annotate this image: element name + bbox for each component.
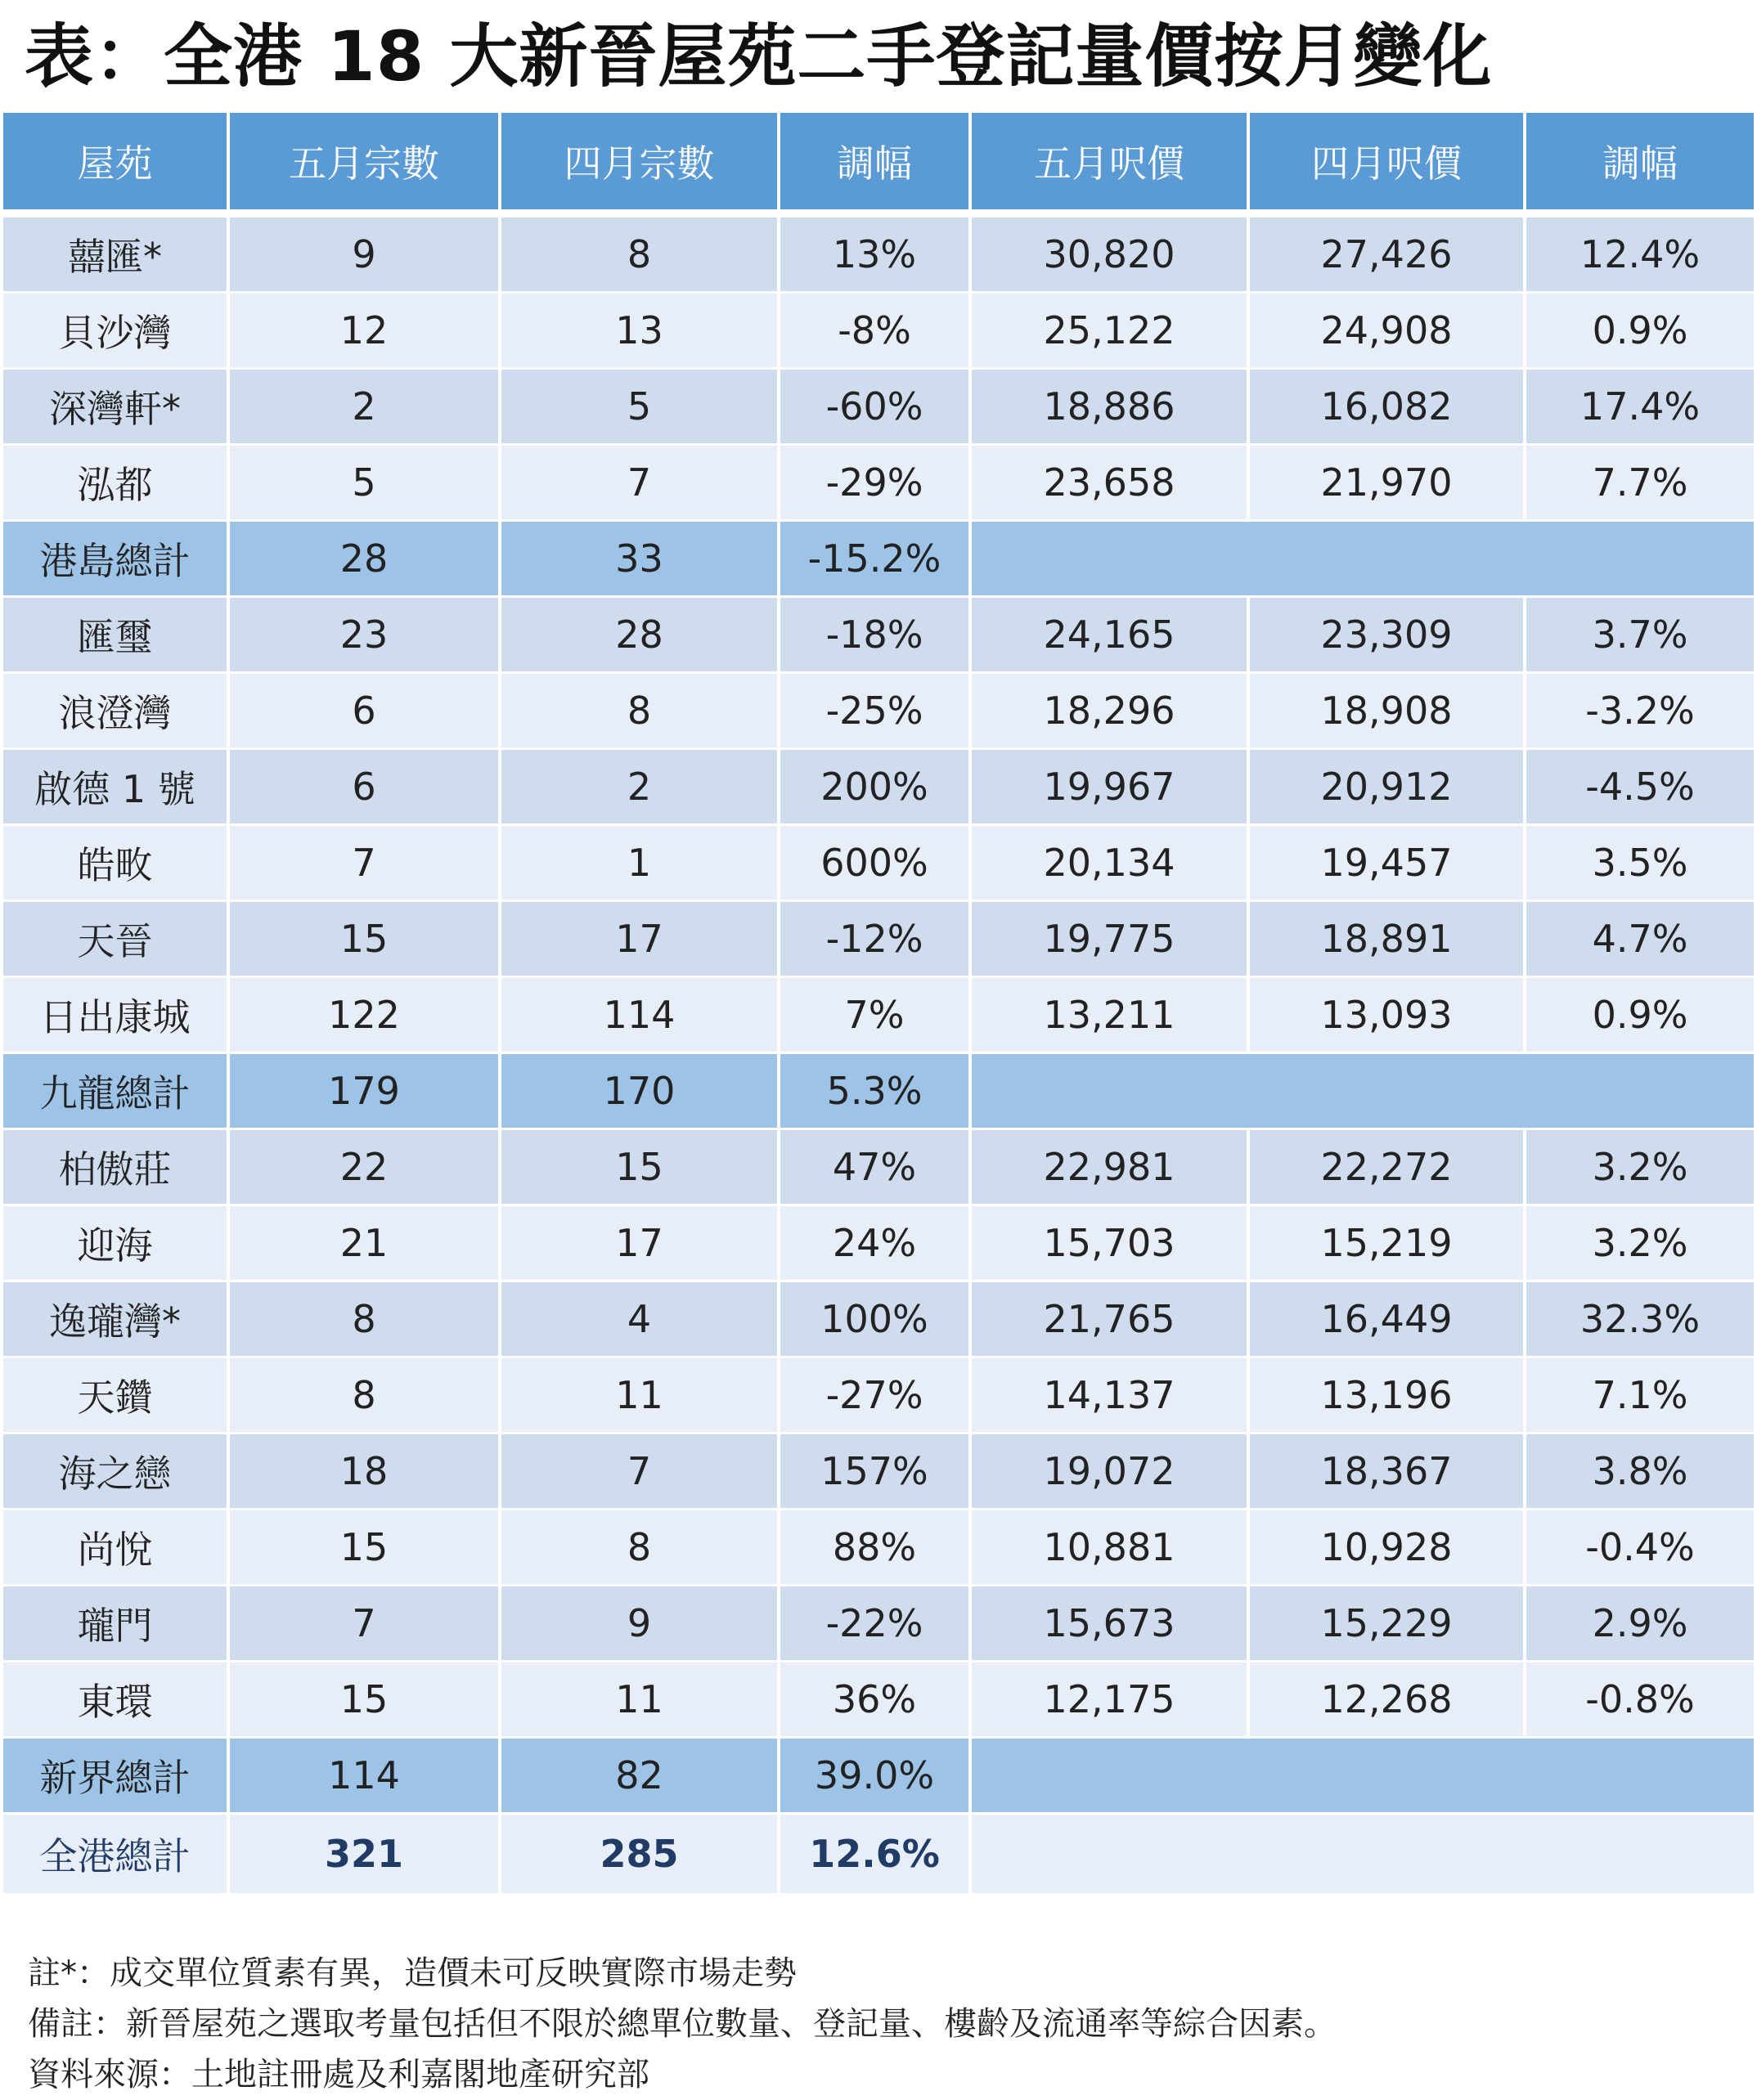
subtotal-row [3, 1054, 1754, 1130]
value-cell: 18,908 [1250, 674, 1526, 750]
estate-name-cell: 深灣軒* [3, 370, 230, 446]
estate-row [3, 1510, 1754, 1586]
value-cell: 19,775 [972, 902, 1250, 978]
estate-row [3, 674, 1754, 750]
value-cell: 114 [230, 1739, 501, 1815]
column-header: 調幅 [1526, 113, 1754, 218]
value-cell: 15,703 [972, 1206, 1250, 1282]
value-cell: 1 [501, 826, 780, 902]
value-cell: 3.5% [1526, 826, 1754, 902]
value-cell: 12 [230, 294, 501, 370]
value-cell: 22,272 [1250, 1130, 1526, 1206]
footnotes [28, 1948, 1737, 2100]
value-cell: 16,449 [1250, 1282, 1526, 1358]
value-cell: 122 [230, 978, 501, 1054]
value-cell: 33 [501, 522, 780, 598]
value-cell: 7.7% [1526, 446, 1754, 522]
value-cell: -22% [780, 1586, 972, 1662]
estate-row [3, 1130, 1754, 1206]
subtotal-row [3, 522, 1754, 598]
empty-cell [972, 1054, 1754, 1130]
value-cell: 0.9% [1526, 978, 1754, 1054]
value-cell: -8% [780, 294, 972, 370]
value-cell: 200% [780, 750, 972, 826]
value-cell: 22 [230, 1130, 501, 1206]
value-cell: 12,268 [1250, 1662, 1526, 1739]
value-cell: 8 [501, 1510, 780, 1586]
estate-row [3, 750, 1754, 826]
value-cell: 13% [780, 218, 972, 294]
estate-row [3, 1206, 1754, 1282]
value-cell: 32.3% [1526, 1282, 1754, 1358]
value-cell: -25% [780, 674, 972, 750]
value-cell: 13,196 [1250, 1358, 1526, 1434]
value-cell: 3.8% [1526, 1434, 1754, 1510]
estate-name-cell: 泓都 [3, 446, 230, 522]
value-cell: 8 [230, 1282, 501, 1358]
value-cell: 21,970 [1250, 446, 1526, 522]
value-cell: 21,765 [972, 1282, 1250, 1358]
estate-row [3, 902, 1754, 978]
value-cell: 12.6% [780, 1815, 972, 1896]
value-cell: 15 [501, 1130, 780, 1206]
value-cell: 23,309 [1250, 598, 1526, 674]
value-cell: 7.1% [1526, 1358, 1754, 1434]
value-cell: 114 [501, 978, 780, 1054]
estate-table [3, 113, 1754, 1896]
estate-name-cell: 海之戀 [3, 1434, 230, 1510]
value-cell: 15 [230, 1662, 501, 1739]
value-cell: 18,891 [1250, 902, 1526, 978]
table-header-row [3, 113, 1754, 218]
value-cell: 12,175 [972, 1662, 1250, 1739]
value-cell: 12.4% [1526, 218, 1754, 294]
value-cell: 13,093 [1250, 978, 1526, 1054]
value-cell: 18,886 [972, 370, 1250, 446]
column-header: 調幅 [780, 113, 972, 218]
value-cell: 19,967 [972, 750, 1250, 826]
value-cell: 0.9% [1526, 294, 1754, 370]
estate-name-cell: 逸瓏灣* [3, 1282, 230, 1358]
value-cell: 600% [780, 826, 972, 902]
value-cell: -27% [780, 1358, 972, 1434]
value-cell: 2 [230, 370, 501, 446]
empty-cell [972, 1815, 1754, 1896]
value-cell: 157% [780, 1434, 972, 1510]
value-cell: -29% [780, 446, 972, 522]
empty-cell [972, 522, 1754, 598]
estate-name-cell: 啟德 1 號 [3, 750, 230, 826]
value-cell: 21 [230, 1206, 501, 1282]
estate-name-cell: 港島總計 [3, 522, 230, 598]
estate-name-cell: 日出康城 [3, 978, 230, 1054]
value-cell: 179 [230, 1054, 501, 1130]
estate-row [3, 1282, 1754, 1358]
estate-row [3, 1586, 1754, 1662]
value-cell: 82 [501, 1739, 780, 1815]
estate-row [3, 1434, 1754, 1510]
estate-name-cell: 囍匯* [3, 218, 230, 294]
value-cell: 16,082 [1250, 370, 1526, 446]
value-cell: -0.4% [1526, 1510, 1754, 1586]
estate-row [3, 370, 1754, 446]
note-asterisk: 註*：成交單位質素有異，造價未可反映實際市場走勢 [28, 1954, 797, 1992]
value-cell: 24,165 [972, 598, 1250, 674]
estate-name-cell: 天鑽 [3, 1358, 230, 1434]
value-cell: 30,820 [972, 218, 1250, 294]
value-cell: 28 [501, 598, 780, 674]
column-header: 四月呎價 [1250, 113, 1526, 218]
estate-name-cell: 九龍總計 [3, 1054, 230, 1130]
value-cell: 7 [230, 826, 501, 902]
value-cell: 28 [230, 522, 501, 598]
value-cell: 18,296 [972, 674, 1250, 750]
estate-row [3, 598, 1754, 674]
value-cell: 15,219 [1250, 1206, 1526, 1282]
estate-row [3, 978, 1754, 1054]
estate-name-cell: 全港總計 [3, 1815, 230, 1896]
column-header: 五月宗數 [230, 113, 501, 218]
value-cell: 25,122 [972, 294, 1250, 370]
value-cell: -12% [780, 902, 972, 978]
value-cell: -18% [780, 598, 972, 674]
value-cell: 39.0% [780, 1739, 972, 1815]
value-cell: 8 [230, 1358, 501, 1434]
value-cell: 47% [780, 1130, 972, 1206]
estate-row [3, 446, 1754, 522]
estate-name-cell: 貝沙灣 [3, 294, 230, 370]
value-cell: 4.7% [1526, 902, 1754, 978]
value-cell: 22,981 [972, 1130, 1250, 1206]
estate-name-cell: 尚悅 [3, 1510, 230, 1586]
value-cell: 3.2% [1526, 1130, 1754, 1206]
estate-name-cell: 迎海 [3, 1206, 230, 1282]
value-cell: 7 [501, 1434, 780, 1510]
value-cell: -3.2% [1526, 674, 1754, 750]
value-cell: 285 [501, 1815, 780, 1896]
value-cell: 27,426 [1250, 218, 1526, 294]
value-cell: 15 [230, 902, 501, 978]
value-cell: 4 [501, 1282, 780, 1358]
value-cell: 36% [780, 1662, 972, 1739]
grand-total-row [3, 1815, 1754, 1896]
value-cell: 5.3% [780, 1054, 972, 1130]
value-cell: 7 [501, 446, 780, 522]
value-cell: 3.2% [1526, 1206, 1754, 1282]
estate-name-cell: 浪澄灣 [3, 674, 230, 750]
value-cell: -60% [780, 370, 972, 446]
estate-name-cell: 柏傲莊 [3, 1130, 230, 1206]
value-cell: 18,367 [1250, 1434, 1526, 1510]
value-cell: 19,072 [972, 1434, 1250, 1510]
value-cell: 88% [780, 1510, 972, 1586]
value-cell: 8 [501, 218, 780, 294]
value-cell: 2 [501, 750, 780, 826]
page-title: 表：全港 18 大新晉屋苑二手登記量價按月變化 [25, 16, 1493, 96]
value-cell: -15.2% [780, 522, 972, 598]
value-cell: 18 [230, 1434, 501, 1510]
value-cell: 321 [230, 1815, 501, 1896]
estate-name-cell: 匯璽 [3, 598, 230, 674]
estate-row [3, 294, 1754, 370]
value-cell: 8 [501, 674, 780, 750]
value-cell: 23 [230, 598, 501, 674]
value-cell: 6 [230, 750, 501, 826]
estate-name-cell: 東環 [3, 1662, 230, 1739]
value-cell: 17 [501, 1206, 780, 1282]
value-cell: 2.9% [1526, 1586, 1754, 1662]
value-cell: -0.8% [1526, 1662, 1754, 1739]
value-cell: 19,457 [1250, 826, 1526, 902]
value-cell: 11 [501, 1662, 780, 1739]
value-cell: 10,928 [1250, 1510, 1526, 1586]
value-cell: 15,229 [1250, 1586, 1526, 1662]
column-header: 五月呎價 [972, 113, 1250, 218]
estate-row [3, 826, 1754, 902]
value-cell: 7% [780, 978, 972, 1054]
estate-name-cell: 新界總計 [3, 1739, 230, 1815]
value-cell: 14,137 [972, 1358, 1250, 1434]
estate-name-cell: 皓畋 [3, 826, 230, 902]
estate-row [3, 1662, 1754, 1739]
note-remarks: 備註：新晉屋苑之選取考量包括但不限於總單位數量、登記量、樓齡及流通率等綜合因素。 [28, 2005, 1337, 2043]
value-cell: 9 [230, 218, 501, 294]
estate-table-wrapper [3, 113, 1754, 1896]
value-cell: 6 [230, 674, 501, 750]
subtotal-row [3, 1739, 1754, 1815]
value-cell: 10,881 [972, 1510, 1250, 1586]
value-cell: 24,908 [1250, 294, 1526, 370]
estate-name-cell: 瓏門 [3, 1586, 230, 1662]
table-body [3, 218, 1754, 1896]
value-cell: 3.7% [1526, 598, 1754, 674]
value-cell: 13 [501, 294, 780, 370]
value-cell: 20,134 [972, 826, 1250, 902]
value-cell: 17.4% [1526, 370, 1754, 446]
value-cell: -4.5% [1526, 750, 1754, 826]
value-cell: 7 [230, 1586, 501, 1662]
value-cell: 100% [780, 1282, 972, 1358]
estate-name-cell: 天晉 [3, 902, 230, 978]
empty-cell [972, 1739, 1754, 1815]
column-header: 四月宗數 [501, 113, 780, 218]
column-header: 屋苑 [3, 113, 230, 218]
estate-row [3, 1358, 1754, 1434]
value-cell: 24% [780, 1206, 972, 1282]
value-cell: 9 [501, 1586, 780, 1662]
note-source: 資料來源：土地註冊處及利嘉閣地產研究部 [28, 2056, 649, 2093]
value-cell: 17 [501, 902, 780, 978]
value-cell: 20,912 [1250, 750, 1526, 826]
value-cell: 5 [501, 370, 780, 446]
value-cell: 11 [501, 1358, 780, 1434]
estate-row [3, 218, 1754, 294]
value-cell: 5 [230, 446, 501, 522]
value-cell: 170 [501, 1054, 780, 1130]
value-cell: 13,211 [972, 978, 1250, 1054]
value-cell: 15 [230, 1510, 501, 1586]
value-cell: 15,673 [972, 1586, 1250, 1662]
value-cell: 23,658 [972, 446, 1250, 522]
